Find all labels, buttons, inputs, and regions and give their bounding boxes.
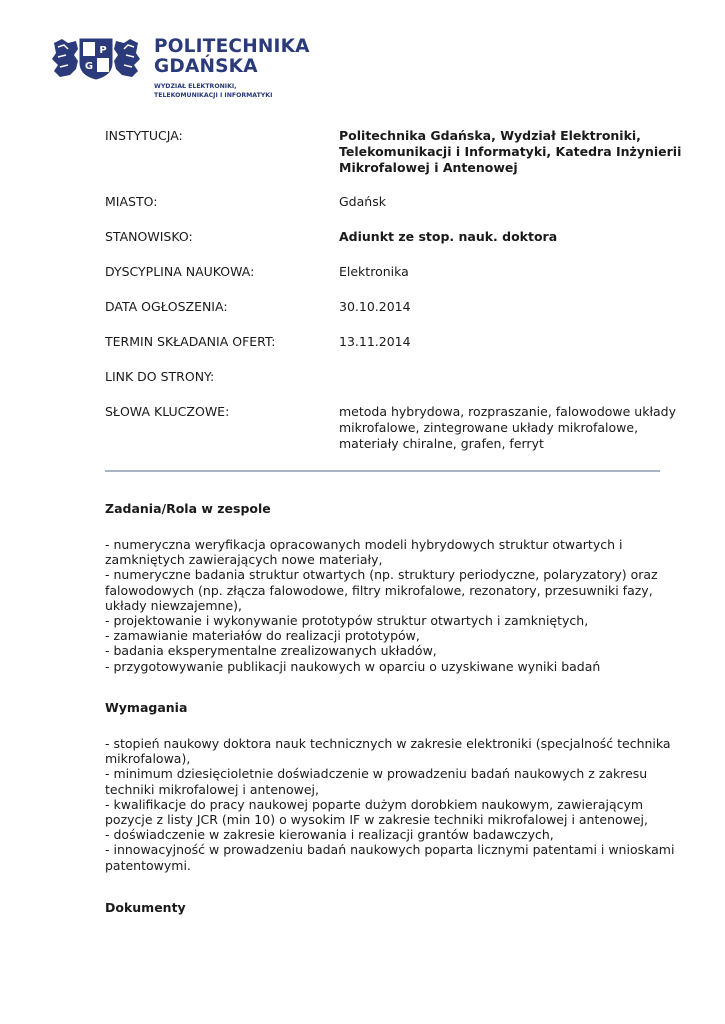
faculty-name-line2: TELEKOMUNIKACJI I INFORMATYKI <box>154 92 273 99</box>
list-item: - stopień naukowy doktora nauk technicznych w zakresie elektroniki (specjalność technika <box>105 736 671 751</box>
tasks-heading: Zadania/Rola w zespole <box>105 501 271 516</box>
field-value: metoda hybrydowa, rozpraszanie, falowodowe układy mikrofalowe, zintegrowane układy mikrofalowe, materiały chiralne, grafen, ferryt <box>339 404 676 451</box>
list-item: - zamawianie materiałów do realizacji prototypów, <box>105 628 420 644</box>
emblem-letter-g: G <box>84 61 94 72</box>
griffin-shield-emblem-icon <box>50 35 142 81</box>
field-city <box>105 194 685 210</box>
list-item: patentowymi. <box>105 857 191 873</box>
section-divider <box>105 470 660 472</box>
faculty-name-line1: WYDZIAŁ ELEKTRONIKI, <box>154 83 237 90</box>
field-institution <box>105 128 685 176</box>
field-value <box>339 369 685 385</box>
field-label: MIASTO: <box>105 194 158 209</box>
tasks-list <box>105 537 695 674</box>
university-name-line2: GDAŃSKA <box>154 56 258 77</box>
field-label: DATA OGŁOSZENIA: <box>105 299 228 314</box>
list-item: - przygotowywanie publikacji naukowych w oparciu o uzyskiwane wyniki badań <box>105 658 601 674</box>
faculty-name <box>154 82 272 100</box>
job-info-table <box>105 128 685 452</box>
list-item: techniki mikrofalowej i antenowej, <box>105 781 319 797</box>
field-label: TERMIN SKŁADANIA OFERT: <box>105 334 276 349</box>
list-item: - numeryczne badania struktur otwartych (np. struktury periodyczne, polaryzatory) oraz <box>105 567 658 583</box>
field-deadline <box>105 334 685 350</box>
field-value: Gdańsk <box>339 194 386 209</box>
list-item: - innowacyjność w prowadzeniu badań naukowych poparta licznymi patentami i wnioskami <box>105 842 675 858</box>
field-value: 13.11.2014 <box>339 334 411 349</box>
requirements-heading: Wymagania <box>105 700 188 715</box>
field-value: Adiunkt ze stop. nauk. doktora <box>339 229 558 244</box>
field-value: Elektronika <box>339 264 409 279</box>
documents-heading: Dokumenty <box>105 900 186 915</box>
university-name-line1: POLITECHNIKA <box>154 36 310 57</box>
field-label: INSTYTUCJA: <box>105 128 183 143</box>
field-announcement-date <box>105 299 685 315</box>
list-item: falowodowych (np. złącza falowodowe, filtry mikrofalowe, rezonatory, przesuwniki fazy, <box>105 582 653 598</box>
field-label: STANOWISKO: <box>105 229 193 244</box>
list-item: zamkniętych zawierających nowe materiały, <box>105 552 383 568</box>
field-value: 30.10.2014 <box>339 299 411 314</box>
field-label: DYSCYPLINA NAUKOWA: <box>105 264 255 279</box>
list-item: - numeryczna weryfikacja opracowanych modeli hybrydowych struktur otwartych i <box>105 537 623 552</box>
field-position <box>105 229 685 245</box>
list-item: - minimum dziesięcioletnie doświadczenie w prowadzeniu badań naukowych z zakresu <box>105 766 648 782</box>
emblem-letter-p: P <box>99 45 107 56</box>
field-discipline <box>105 264 685 280</box>
list-item: - badania eksperymentalne zrealizowanych układów, <box>105 643 437 659</box>
field-value: Politechnika Gdańska, Wydział Elektroniki, Telekomunikacji i Informatyki, Katedra Inżynierii Mikrofalowej i Antenowej <box>339 128 682 175</box>
university-logo <box>50 33 310 103</box>
list-item: układy niewzajemne), <box>105 597 243 613</box>
list-item: mikrofalowa), <box>105 751 191 767</box>
list-item: - kwalifikacje do pracy naukowej poparte dużym dorobkiem naukowym, zawierającym <box>105 796 644 812</box>
field-label: SŁOWA KLUCZOWE: <box>105 404 230 419</box>
list-item: pozycje z listy JCR (min 10) o wysokim IF w zakresie techniki mikrofalowej i antenowej, <box>105 812 648 828</box>
university-name <box>154 37 310 77</box>
requirements-list <box>105 736 695 873</box>
field-label: LINK DO STRONY: <box>105 369 215 384</box>
list-item: - projektowanie i wykonywanie prototypów struktur otwartych i zamkniętych, <box>105 613 589 629</box>
field-keywords <box>105 404 685 452</box>
field-link <box>105 369 685 385</box>
list-item: - doświadczenie w zakresie kierowania i realizacji grantów badawczych, <box>105 827 554 843</box>
